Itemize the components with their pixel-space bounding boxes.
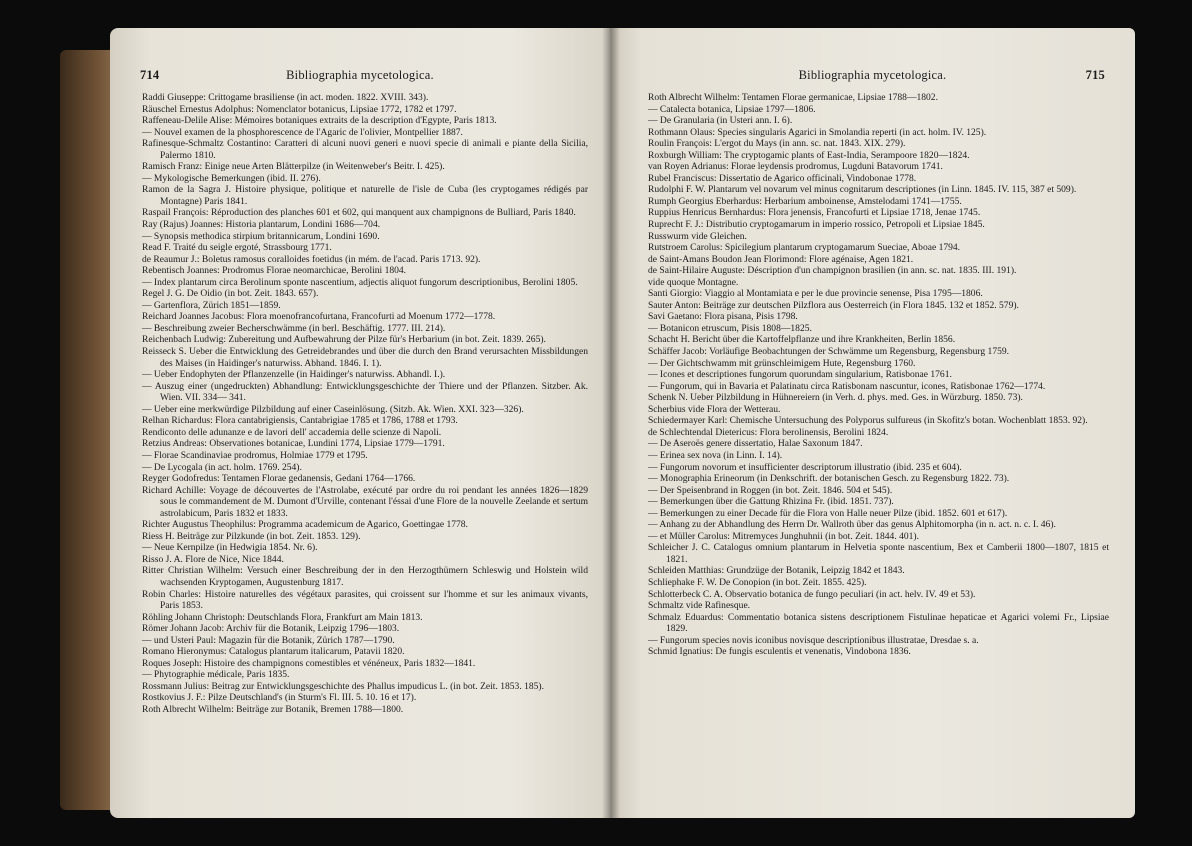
bibliography-entry: — Monographia Erineorum (in Denkschrift. der botanischen Gesch. zu Regensburg 1822. 73). xyxy=(648,473,1010,485)
bibliography-entry: Schiedermayer Karl: Chemische Untersuchung des Polyporus sulfureus (in Skofitz's botan. Wochenblatt 1853. 92). xyxy=(648,415,1088,427)
bibliography-entry: — Bemerkungen über die Gattung Rhizina Fr. (ibid. 1851. 737). xyxy=(648,496,894,508)
bibliography-entry: — Icones et descriptiones fungorum quorundam singularium, Ratisbonae 1761. xyxy=(648,369,952,381)
bibliography-entry: Romano Hieronymus: Catalogus plantarum italicarum, Patavii 1820. xyxy=(142,646,405,658)
bibliography-entry: Richard Achille: Voyage de découvertes de l'Astrolabe, exécuté par ordre du roi pendant les années 1826—1829 sous le commandement de M. Dumont d'Urville, contenant l'éssai d'une Flore de la nouvelle Zeelande et sertum astrolabicum, Paris 1832 et 1833. xyxy=(142,484,588,519)
bibliography-entry: Scherbius vide Flora der Wetterau. xyxy=(648,403,781,415)
bibliography-entry: Roth Albrecht Wilhelm: Tentamen Florae germanicae, Lipsiae 1788—1802. xyxy=(648,92,938,103)
bibliography-entry: Rafinesque-Schmaltz Costantino: Caratteri di alcuni nuovi generi e nuovi specie di animali e piante della Sicilia, Palermo 1810. xyxy=(142,138,588,161)
page-number: 715 xyxy=(1085,68,1105,82)
bibliography-entry: Richter Augustus Theophilus: Programma academicum de Agarico, Goettingae 1778. xyxy=(142,519,468,531)
bibliography-list xyxy=(142,92,588,716)
bibliography-entry: Regel J. G. De Oidio (in bot. Zeit. 1843. 657). xyxy=(142,288,319,300)
bibliography-entry: — Auszug einer (ungedruckten) Abhandlung: Entwicklungsgeschichte der Thiere und der Pflanzen. Sitzber. Ak. Wien. VII. 334— 341. xyxy=(142,380,588,404)
bibliography-entry: Relhan Richardus: Flora cantabrigiensis, Cantabrigiae 1785 et 1786, 1788 et 1793. xyxy=(142,415,458,427)
bibliography-entry: Ramon de la Sagra J. Histoire physique, politique et naturelle de l'isle de Cuba (les cryptogames rédigés par Montagne) Paris 1841. xyxy=(142,184,588,207)
bibliography-entry: — Ueber eine merkwürdige Pilzbildung auf einer Caseinlösung. (Sitzb. Ak. Wien. XXI. 323—326). xyxy=(142,403,524,415)
bibliography-entry: Raffeneau-Delile Alise: Mémoires botaniques extraits de la description d'Egypte, Paris 1813. xyxy=(142,115,497,127)
bibliography-entry: — und Usteri Paul: Magazin für die Botanik, Zürich 1787—1790. xyxy=(142,634,395,646)
bibliography-entry: vide quoque Montagne. xyxy=(648,276,739,288)
bibliography-entry: Roques Joseph: Histoire des champignons comestibles et vénéneux, Paris 1832—1841. xyxy=(142,657,476,669)
bibliography-entry: Räuschel Ernestus Adolphus: Nomenclator botanicus, Lipsiae 1772, 1782 et 1797. xyxy=(142,103,457,115)
bibliography-entry: — Synopsis methodica stirpium britannicarum, Londini 1690. xyxy=(142,230,380,242)
bibliography-entry: Sauter Anton: Beiträge zur deutschen Pilzflora aus Oesterreich (in Flora 1845. 132 et 1852. 579). xyxy=(648,299,1019,311)
bibliography-entry: Ray (Rajus) Joannes: Historia plantarum, Londini 1686—704. xyxy=(142,219,381,231)
bibliography-entry: — Catalecta botanica, Lipsiae 1797—1806. xyxy=(648,103,816,115)
bibliography-entry: Rudolphi F. W. Plantarum vel novarum vel minus cognitarum descriptiones (in Linn. 1845. IV. 115, 387 et 509). xyxy=(648,184,1077,196)
bibliography-entry: de Saint-Hilaire Auguste: Déscription d'un champignon brasilien (in ann. sc. nat. 1835. III. 191). xyxy=(648,265,1017,277)
bibliography-entry: Schmaltz vide Rafinesque. xyxy=(648,600,751,612)
bibliography-entry: Reichenbach Ludwig: Zubereitung und Aufbewahrung der Pilze für's Herbarium (in bot. Zeit. 1839. 265). xyxy=(142,334,546,346)
bibliography-entry: Schliephake F. W. De Conopion (in bot. Zeit. 1855. 425). xyxy=(648,576,867,588)
bibliography-entry: Reichard Joannes Jacobus: Flora moenofrancofurtana, Francofurti ad Moenum 1772—1778. xyxy=(142,311,496,323)
bibliography-entry: Röhling Johann Christoph: Deutschlands Flora, Frankfurt am Main 1813. xyxy=(142,611,423,623)
bibliography-entry: Schäffer Jacob: Vorläufige Beobachtungen der Schwämme um Regensburg, Regensburg 1759. xyxy=(648,346,1010,358)
bibliography-entry: Schmid Ignatius: De fungis esculentis et venenatis, Vindobona 1836. xyxy=(648,646,911,658)
bibliography-entry: de Saint-Amans Boudon Jean Florimond: Flore agénaise, Agen 1821. xyxy=(648,253,914,265)
bibliography-entry: Raspail François: Réproduction des planches 601 et 602, qui manquent aux champignons de Bulliard, Paris 1840. xyxy=(142,207,576,219)
running-title: Bibliographia mycetologica. xyxy=(286,68,434,82)
bibliography-entry: — Bemerkungen zu einer Decade für die Flora von Halle neuer Pilze (ibid. 1852. 601 et 617). xyxy=(648,507,1008,519)
bibliography-entry: — De Lycogala (in act. holm. 1769. 254). xyxy=(142,461,302,473)
bibliography-entry: Roth Albrecht Wilhelm: Beiträge zur Botanik, Bremen 1788—1800. xyxy=(142,703,404,715)
bibliography-entry: — Fungorum species novis iconibus novisque descriptionibus illustratae, Dresdae s. a. xyxy=(648,634,979,646)
bibliography-entry: Russwurm vide Gleichen. xyxy=(648,230,747,242)
bibliography-entry: — Fungorum, qui in Bavaria et Palatinatu circa Ratisbonam nascuntur, icones, Ratisbonae 1762—1774. xyxy=(648,380,1046,392)
bibliography-entry: — Nouvel examen de la phosphorescence de l'Agaric de l'olivier, Montpellier 1887. xyxy=(142,126,463,138)
bibliography-entry: van Royen Adrianus: Florae leydensis prodromus, Lugduni Batavorum 1741. xyxy=(648,161,943,173)
bibliography-entry: — Botanicon etruscum, Pisis 1808—1825. xyxy=(648,322,812,334)
bibliography-entry: — Erinea sex nova (in Linn. I. 14). xyxy=(648,449,783,461)
bibliography-entry: Read F. Traité du seigle ergoté, Strassbourg 1771. xyxy=(142,242,332,254)
bibliography-entry: Roulin François: L'ergot du Mays (in ann. sc. nat. 1843. XIX. 279). xyxy=(648,138,906,150)
bibliography-entry: Rubel Franciscus: Dissertatio de Agarico officinali, Vindobonae 1778. xyxy=(648,172,917,184)
bibliography-entry: de Reaumur J.: Boletus ramosus coralloides foetidus (in mém. de l'acad. Paris 1713. 92). xyxy=(142,253,481,265)
bibliography-entry: Römer Johann Jacob: Archiv für die Botanik, Leipzig 1796—1803. xyxy=(142,623,400,635)
open-book xyxy=(40,10,1150,836)
bibliography-entry: Ramisch Franz: Einige neue Arten Blätterpilze (in Weitenweber's Beitr. I. 425). xyxy=(142,161,445,173)
bibliography-entry: — Fungorum novorum et insufficienter descriptorum illustratio (ibid. 235 et 604). xyxy=(648,461,962,473)
bibliography-entry: — Der Speisenbrand in Roggen (in bot. Zeit. 1846. 504 et 545). xyxy=(648,484,893,496)
bibliography-entry: Reyger Godofredus: Tentamen Florae gedanensis, Gedani 1764—1766. xyxy=(142,473,416,485)
right-page xyxy=(610,28,1135,818)
bibliography-entry: — et Müller Carolus: Mitremyces Junghuhnii (in bot. Zeit. 1844. 401). xyxy=(648,530,919,542)
bibliography-entry: Riess H. Beiträge zur Pilzkunde (in bot. Zeit. 1853. 129). xyxy=(142,530,361,542)
bibliography-entry: Schenk N. Ueber Pilzbildung in Hühnereiern (in Verh. d. phys. med. Ges. in Würzburg. 1850. 73). xyxy=(648,392,1023,404)
bibliography-entry: Rossmann Julius: Beitrag zur Entwicklungsgeschichte des Phallus impudicus L. (in bot. Zeit. 1853. 185). xyxy=(142,680,544,692)
bibliography-entry: de Schlechtendal Dietericus: Flora berolinensis, Berolini 1824. xyxy=(648,426,889,438)
bibliography-entry: — Der Gichtschwamm mit grünschleimigem Hute, Regensburg 1760. xyxy=(648,357,916,369)
bibliography-entry: — Florae Scandinaviae prodromus, Holmiae 1779 et 1795. xyxy=(142,449,368,461)
bibliography-entry: — De Granularia (in Usteri ann. I. 6). xyxy=(648,115,793,127)
bibliography-entry: Robin Charles: Histoire naturelles des végétaux parasites, qui croissent sur l'homme et sur les animaux vivants, Paris 1853. xyxy=(142,588,588,612)
bibliography-entry: Rutstroem Carolus: Spicilegium plantarum cryptogamarum Sueciae, Aboae 1794. xyxy=(648,242,961,254)
bibliography-entry: — Index plantarum circa Berolinum sponte nascentium, adjectis aliquot fungorum descriptionibus, Berolini 1805. xyxy=(142,276,578,288)
bibliography-entry: — Ueber Endophyten der Pflanzenzelle (in Haidinger's naturwiss. Abhandl. I.). xyxy=(142,369,446,381)
bibliography-entry: Ruppius Henricus Bernhardus: Flora jenensis, Francofurti et Lipsiae 1718, Jenae 1745. xyxy=(648,207,981,219)
bibliography-list xyxy=(648,92,1109,658)
right-page-header xyxy=(640,68,1105,86)
bibliography-entry: Roxburgh William: The cryptogamic plants of East-India, Serampoore 1820—1824. xyxy=(648,149,970,161)
page-number: 714 xyxy=(140,68,160,82)
bibliography-entry: Santi Giorgio: Viaggio al Montamiata e per le due provincie senense, Pisa 1795—1806. xyxy=(648,288,983,300)
bibliography-entry: Schmalz Eduardus: Commentatio botanica sistens descriptionem Fistulinae hepaticae et Agarici volemi Fr., Lipsiae 1829. xyxy=(648,611,1109,635)
bibliography-entry: Rumph Georgius Eberhardus: Herbarium amboinense, Amstelodami 1741—1755. xyxy=(648,195,962,207)
bibliography-entry: Rothmann Olaus: Species singularis Agarici in Smolandia reperti (in act. holm. IV. 125). xyxy=(648,126,987,138)
bibliography-entry: — Mykologische Bemerkungen (ibid. II. 276). xyxy=(142,172,321,184)
bibliography-entry: Ruprecht F. J.: Distributio cryptogamarum in imperio rossico, Petropoli et Lipsiae 1845. xyxy=(648,219,985,231)
bibliography-entry: — Phytographie médicale, Paris 1835. xyxy=(142,669,290,681)
bibliography-entry: Schleiden Matthias: Grundzüge der Botanik, Leipzig 1842 et 1843. xyxy=(648,565,905,577)
bibliography-entry: — Gartenflora, Zürich 1851—1859. xyxy=(142,299,281,311)
bibliography-entry: — Anhang zu der Abhandlung des Herrn Dr. Wallroth über das genus Alphitomorpha (in n. act. n. c. I. 46). xyxy=(648,519,1056,531)
bibliography-entry: Risso J. A. Flore de Nice, Nice 1844. xyxy=(142,553,284,565)
bibliography-entry: Retzius Andreas: Observationes botanicae, Lundini 1774, Lipsiae 1779—1791. xyxy=(142,438,445,450)
bibliography-entry: — Neue Kernpilze (in Hedwigia 1854. Nr. 6). xyxy=(142,542,318,554)
bibliography-entry: Schlotterbeck C. A. Observatio botanica de fungo peculiari (in act. helv. IV. 49 et 53). xyxy=(648,588,976,600)
running-title: Bibliographia mycetologica. xyxy=(798,68,947,82)
bibliography-entry: Rostkovius J. F.: Pilze Deutschland's (in Sturm's Fl. III. 5. 10. 16 et 17). xyxy=(142,692,417,704)
left-page-header xyxy=(140,68,580,86)
bibliography-entry: Schacht H. Bericht über die Kartoffelpflanze und ihre Krankheiten, Berlin 1856. xyxy=(648,334,956,346)
bibliography-entry: Raddi Giuseppe: Crittogame brasiliense (in act. moden. 1822. XVIII. 343). xyxy=(142,92,429,103)
bibliography-entry: Ritter Christian Wilhelm: Versuch einer Beschreibung der in den Herzogthümern Schleswig und Holstein wild wachsenden Kryptogamen, Augustenburg 1817. xyxy=(142,565,588,588)
bibliography-entry: Savi Gaetano: Flora pisana, Pisis 1798. xyxy=(648,311,798,323)
bibliography-entry: Schleicher J. C. Catalogus omnium plantarum in Helvetia sponte nascentium, Bex et Camberii 1800—1807, 1815 et 1821. xyxy=(648,542,1109,565)
left-page xyxy=(110,28,610,818)
bibliography-entry: — De Aseroës genere dissertatio, Halae Saxonum 1847. xyxy=(648,438,863,450)
bibliography-entry: Rebentisch Joannes: Prodromus Florae neomarchicae, Berolini 1804. xyxy=(142,265,407,277)
bibliography-entry: Reisseck S. Ueber die Entwicklung des Getreidebrandes und über die durch den Brand verursachten Missbildungen des Maises (in Haidinger's naturwiss. Abhand. 1846. I. 1). xyxy=(142,346,588,369)
bibliography-entry: Rendiconto delle adunanze e de lavori dell' accademia delle scienze di Napoli. xyxy=(142,426,442,438)
bibliography-entry: — Beschreibung zweier Becherschwämme (in berl. Beschäftig. 1777. III. 214). xyxy=(142,322,446,334)
